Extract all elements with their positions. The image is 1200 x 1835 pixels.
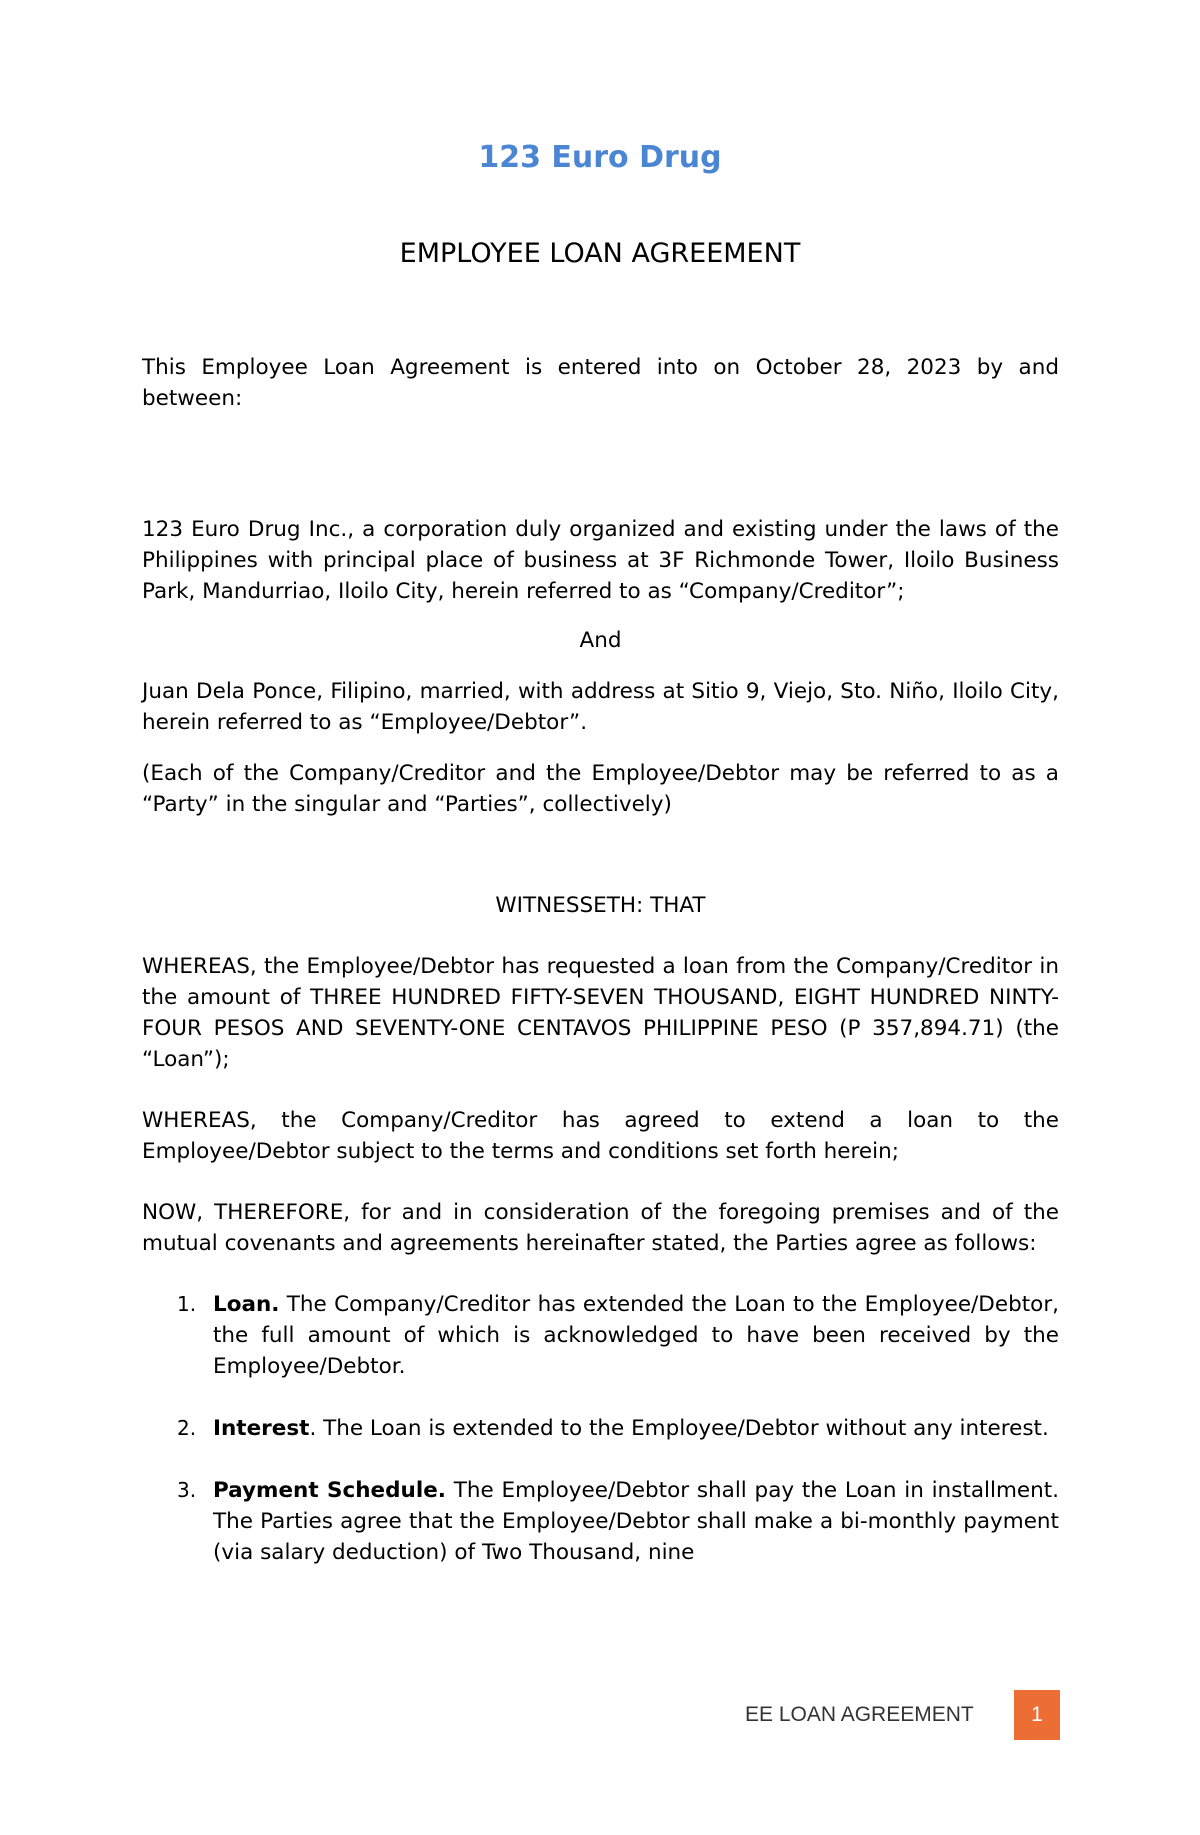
parties-note-paragraph: (Each of the Company/Creditor and the Employee/Debtor may be referred to as a “Party” in the singular and “Parties”, collectively) xyxy=(142,761,1059,817)
term-text: The Employee/Debtor shall pay the Loan in installment. The Parties agree that the Employee/Debtor shall make a bi-monthly payment (via salary deduction) of Two Thousand, nine xyxy=(213,1478,1060,1565)
term-item xyxy=(142,1475,1059,1568)
terms-list xyxy=(142,1289,1059,1568)
page-number-badge: 1 xyxy=(1014,1690,1060,1740)
term-title: Interest xyxy=(213,1416,310,1441)
employee-party-paragraph: Juan Dela Ponce, Filipino, married, with address at Sitio 9, Viejo, Sto. Niño, Iloilo City, herein referred to as “Employee/Debtor”. xyxy=(142,679,1059,735)
agreement-body xyxy=(142,352,1059,1599)
footer-label: EE LOAN AGREEMENT xyxy=(745,1703,974,1726)
company-name-heading: 123 Euro Drug xyxy=(478,140,722,175)
whereas-paragraph-1: WHEREAS, the Employee/Debtor has requested a loan from the Company/Creditor in the amount of THREE HUNDRED FIFTY-SEVEN THOUSAND, EIGHT HUNDRED NINTY-FOUR PESOS AND SEVENTY-ONE CENTAVOS PHILIPPINE PESO (P 357,894.71) (the “Loan”); xyxy=(142,954,1059,1072)
company-party-paragraph: 123 Euro Drug Inc., a corporation duly organized and existing under the laws of the Philippines with principal place of business at 3F Richmonde Tower, Iloilo Business Park, Mandurriao, Iloilo City, herein referred to as “Company/Creditor”; xyxy=(142,517,1059,604)
whereas-paragraph-2: WHEREAS, the Company/Creditor has agreed to extend a loan to the Employee/Debtor subject to the terms and conditions set forth herein; xyxy=(142,1108,1059,1164)
term-number: 1. xyxy=(177,1292,197,1316)
term-item xyxy=(142,1289,1059,1382)
term-text: . The Loan is extended to the Employee/Debtor without any interest. xyxy=(309,1416,1049,1441)
term-text: The Company/Creditor has extended the Loan to the Employee/Debtor, the full amount of which is acknowledged to have been received by the Employee/Debtor. xyxy=(213,1292,1059,1379)
term-title: Payment Schedule. xyxy=(213,1478,446,1503)
witnesseth-heading: WITNESSETH: THAT xyxy=(495,893,706,918)
term-title: Loan. xyxy=(213,1292,280,1317)
and-separator: And xyxy=(579,628,622,653)
document-title: EMPLOYEE LOAN AGREEMENT xyxy=(399,238,801,269)
now-therefore-paragraph: NOW, THEREFORE, for and in consideration of the foregoing premises and of the mutual covenants and agreements hereinafter stated, the Parties agree as follows: xyxy=(142,1200,1059,1256)
intro-paragraph: This Employee Loan Agreement is entered into on October 28, 2023 by and between: xyxy=(142,355,1059,411)
term-number: 3. xyxy=(177,1478,197,1502)
term-item xyxy=(142,1413,1059,1444)
term-number: 2. xyxy=(177,1416,197,1440)
